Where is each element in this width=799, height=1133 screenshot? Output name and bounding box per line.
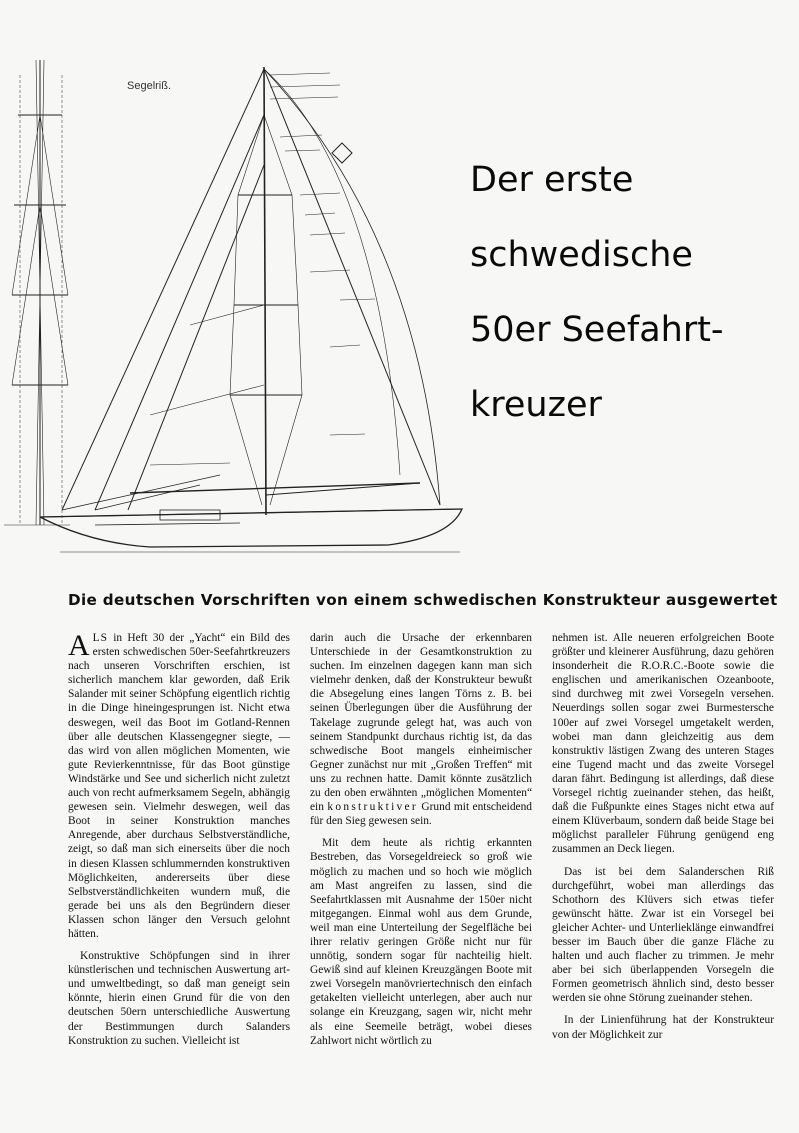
- title-line-1: Der erste: [470, 160, 634, 200]
- column-1: [68, 631, 290, 1056]
- article-title: [470, 143, 790, 443]
- main-mast-line: [264, 67, 266, 515]
- paragraph: nehmen ist. Alle neueren erfolgreichen Boote größter und kleinerer Ausführung, dazu gehören insonderheit die R.O.R.C.-Boote sowie die englischen und amerikanischen Ozeanboote, sind durchweg mit zwei Vorsegeln versehen. Neuerdings sollen sogar zwei Burmesterschе 100er auf zwei Vorsegel umgetakelt werden, wobei man dann gleichzeitig aus dem konstruktiv lästigen Zwang des unteren Stages eine Tugend macht und das zweite Vorsegel daran fährt. Bedingung ist allerdings, daß diese Vorsegel richtig zueinander stehen, das heißt, daß die Fußpunkte eines Stages nicht etwa auf einem Klüverbaum, sondern daß beide Stage bei möglichst paralleler Führung genügend eng zusammen an Deck liegen.: [552, 632, 774, 856]
- drop-cap: A: [68, 629, 90, 662]
- article-body: [64, 631, 774, 1101]
- backstay-line: [264, 69, 440, 505]
- sail-plan-drawing: [0, 55, 470, 560]
- forestay-line: [62, 69, 264, 510]
- paragraph: [68, 631, 290, 941]
- hull-outline: [40, 509, 462, 547]
- column-2: [310, 631, 532, 1056]
- title-line-4: kreuzer: [470, 385, 602, 425]
- title-line-3: 50er Seefahrt-: [470, 310, 724, 350]
- paragraph: Konstruktive Schöpfungen sind in ihrer künstlerischen und technischen Auswertung art- und umweltbedingt, so daß man geneigt sein könnte, hierin einen Grund für die von den deutschen 50ern unterschiedliche Auswertung der Bestimmungen durch Salanders Konstruktion zu suchen. Vielleicht ist: [68, 950, 290, 1047]
- paragraph: Mit dem heute als richtig erkannten Bestreben, das Vorsegeldreieck so groß wie möglich zu machen und so hoch wie möglich am Mast angreifen zu lassen, sind die Seefahrtklassen mit Ausnahme der 150er nicht mitgegangen. Einmal wohl aus dem Grunde, weil man eine Unterteilung der Segelfläche bei ihrer relativ geringen Größe nicht nur für unnötig, sondern sogar für nachteilig hielt. Gewiß sind auf kleinen Kreuzgängen Boote mit zwei Vorsegeln manövriertechnisch den einfach getakelten vielleicht unterlegen, aber auch nur solange ein Kreuzgang, sagen wir, nicht mehr als eine Seemeile beträgt, wobei dieses Zahlwort nicht wörtlich zu: [310, 837, 532, 1047]
- paragraph: [310, 631, 532, 828]
- first-word: LS: [92, 632, 108, 644]
- paragraph-text: darin auch die Ursache der erkennbaren Unterschiede in der Gesamtkonstruktion zu suchen. Im einzelnen dagegen kann man sich vielmehr denken, daß der Konstrukteur bewußt die Absegelung eines langen Törns z. B. bei seinen Überlegungen über die Ausführung der Takelage zugrunde gelegt hat, was auch von seinem Standpunkt durchaus richtig ist, da das schwedische Boot mangels einheimischer Gegner zunächst nur mit „Großen Treffen“ mit uns zu rechnen hatte. Damit könnte zusätzlich zu den oben erwähnten „möglichen Momenten“ ein: [310, 632, 532, 814]
- emphasis-text: konstruktiver: [327, 801, 418, 814]
- title-line-2: schwedische: [470, 235, 693, 275]
- paragraph: In der Linienführung hat der Konstrukteur von der Möglichkeit zur: [552, 1014, 774, 1041]
- paragraph-text: Grund mit entscheidend für den Sieg gewesen sein.: [310, 801, 532, 828]
- column-3: [552, 631, 774, 1050]
- paragraph-text: in Heft 30 der „Yacht“ ein Bild des ersten schwedischen 50er-Seefahrtkreuzers nach unseren Vorschriften erschien, ist sicherlich manchem klar geworden, daß Erik Salander mit seiner Schöpfung eigentlich richtig in die Dinge hineingesprungen ist. Nicht etwa deswegen, weil das Boot im Gotland-Rennen über alle deutschen Klassengegner siegte, — das wird von allen möglichen Momenten, wie gute Revierkenntnisse, für das Boot günstige Windstärke und See und sicherlich nicht zuletzt auch von recht aufmerksamem Segeln, abhängig gewesen sein. Vielmehr deswegen, weil das Boot in seiner Konstruktion manches Anregende, aber durchaus Selbstverständliche, zeigt, so daß man sich einerseits über die noch in diesen Klassen schlummernden konstruktiven Möglichkeiten, andererseits über diese Selbstverständlichkeiten wundern muß, die gerade bei uns als den Begründern dieser Klassen schon länger den Versuch gelohnt hätten.: [68, 632, 290, 940]
- paragraph: Das ist bei dem Salanderschen Riß durchgeführt, wobei man allerdings das Schothorn des Klüvers sich etwas tiefer gewünscht hätte. Zwar ist ein Vorsegel bei gleicher Achter- und Unterlieklänge einwandfrei besser im Bauch über die ganze Fläche zu halten und auch flacher zu trimmen. Je mehr aber bei sich überlappenden Vorsegeln die Formen geometrisch ähnlich sind, desto besser werden sie ohne Störung zueinander stehen.: [552, 865, 774, 1005]
- article-subtitle: Die deutschen Vorschriften von einem schwedischen Konstrukteur ausgewertet: [68, 591, 778, 609]
- sail-plan-svg: [0, 55, 470, 560]
- drawing-caption: Segelriß.: [127, 80, 172, 92]
